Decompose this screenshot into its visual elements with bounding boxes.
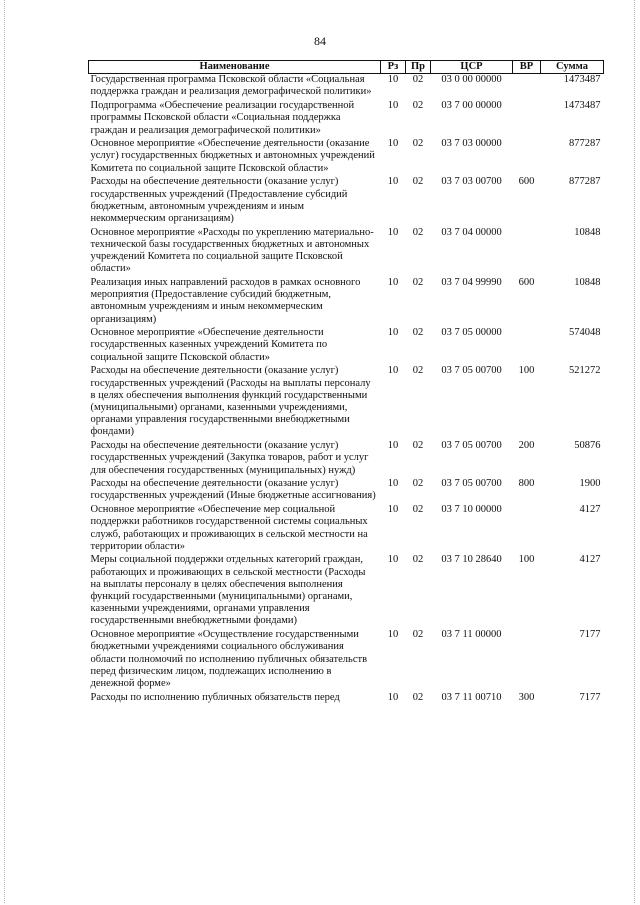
cell-sum: 1473487	[563, 74, 601, 86]
cell-csr: 03 7 03 00000	[441, 138, 502, 150]
table-row	[89, 692, 604, 706]
cell-pr: 02	[412, 327, 424, 339]
cell-vr: 800	[518, 478, 535, 490]
cell-vr	[513, 504, 541, 554]
header-sum: Сумма	[541, 61, 604, 74]
cell-sum: 10848	[574, 226, 601, 238]
cell-sum: 1900	[579, 478, 601, 490]
cell-sum: 877287	[569, 138, 601, 150]
cell-vr	[513, 227, 541, 277]
cell-name: Меры социальной поддержки отдельных категорий граждан, работающих и проживающих в сельской местности (Расходы на выплаты персоналу в целях обеспечения выполнения функций государственными (муниципальными) органами, казенными учреждениями, органами управления государственными внебюджетными фондами)	[90, 554, 366, 627]
table-row	[89, 74, 604, 100]
cell-name: Реализация иных направлений расходов в рамках основного мероприятия (Предоставление субсидий бюджетным, автономным учреждениям и иным некоммерческим организациям)	[90, 276, 361, 325]
cell-rz: 10	[387, 138, 399, 150]
cell-csr: 03 7 05 00700	[441, 440, 502, 452]
table-row	[89, 227, 604, 277]
cell-vr	[513, 100, 541, 138]
cell-rz: 10	[387, 629, 399, 641]
cell-name: Расходы на обеспечение деятельности (оказание услуг) государственных учреждений (Расходы на выплаты персоналу в целях обеспечения выполнения функций государственными (муниципальными) органами, казенными учреждениями, органами управления государственными внебюджетными фондами)	[90, 365, 371, 438]
cell-rz: 10	[387, 504, 399, 516]
cell-vr: 600	[518, 276, 535, 288]
cell-rz: 10	[387, 176, 399, 188]
cell-csr: 03 7 03 00700	[441, 176, 502, 188]
cell-csr: 03 7 05 00700	[441, 365, 502, 377]
cell-pr: 02	[412, 100, 424, 112]
cell-pr: 02	[412, 138, 424, 150]
cell-name: Расходы на обеспечение деятельности (оказание услуг) государственных учреждений (Предоставление субсидий бюджетным, автономным учреждениям и иным некоммерческим организациям)	[90, 176, 348, 224]
cell-sum: 877287	[569, 176, 601, 188]
cell-csr: 03 7 00 00000	[441, 100, 502, 112]
table-row	[89, 277, 604, 327]
table-row	[89, 440, 604, 478]
cell-sum: 4127	[579, 504, 601, 516]
cell-pr: 02	[412, 276, 424, 288]
header-vr: ВР	[513, 61, 541, 74]
cell-name: Расходы на обеспечение деятельности (оказание услуг) государственных учреждений (Иные бюджетные ассигнования)	[90, 478, 376, 502]
cell-rz: 10	[387, 327, 399, 339]
cell-rz: 10	[387, 554, 399, 566]
cell-vr: 300	[518, 691, 535, 703]
cell-name: Расходы по исполнению публичных обязательств перед	[90, 691, 340, 703]
table-row	[89, 327, 604, 365]
cell-name: Расходы на обеспечение деятельности (оказание услуг) государственных учреждений (Закупка товаров, работ и услуг для обеспечения государственных (муниципальных) нужд)	[90, 440, 369, 476]
cell-name: Государственная программа Псковской области «Социальная поддержка граждан и реализация демографической политики»	[90, 74, 372, 98]
cell-pr: 02	[412, 478, 424, 490]
cell-vr	[513, 74, 541, 100]
table-row	[89, 554, 604, 629]
table-row	[89, 176, 604, 226]
header-rz: Рз	[381, 61, 406, 74]
cell-sum: 4127	[579, 554, 601, 566]
cell-pr: 02	[412, 74, 424, 86]
cell-name: Основное мероприятие «Обеспечение деятельности государственных казенных учреждений Комитета по социальной защите Псковской области»	[90, 327, 328, 363]
table-row	[89, 478, 604, 504]
cell-rz: 10	[387, 691, 399, 703]
cell-pr: 02	[412, 440, 424, 452]
table-row	[89, 138, 604, 176]
cell-sum: 50876	[574, 440, 601, 452]
cell-pr: 02	[412, 176, 424, 188]
cell-sum: 521272	[569, 365, 601, 377]
cell-vr: 600	[518, 176, 535, 188]
cell-vr	[513, 629, 541, 692]
cell-vr	[513, 138, 541, 176]
cell-sum: 7177	[579, 629, 601, 641]
cell-vr: 100	[518, 554, 535, 566]
cell-pr: 02	[412, 629, 424, 641]
cell-pr: 02	[412, 504, 424, 516]
cell-rz: 10	[387, 100, 399, 112]
table-row	[89, 100, 604, 138]
cell-vr: 200	[518, 440, 535, 452]
cell-sum: 574048	[569, 327, 601, 339]
cell-pr: 02	[412, 554, 424, 566]
cell-pr: 02	[412, 691, 424, 703]
cell-rz: 10	[387, 478, 399, 490]
cell-csr: 03 7 04 00000	[441, 226, 502, 238]
cell-vr	[513, 327, 541, 365]
cell-sum: 10848	[574, 276, 601, 288]
cell-rz: 10	[387, 74, 399, 86]
cell-vr: 100	[518, 365, 535, 377]
page-number: 84	[314, 34, 326, 48]
table-row	[89, 365, 604, 440]
cell-csr: 03 7 11 00000	[441, 629, 502, 641]
cell-sum: 1473487	[563, 100, 601, 112]
cell-rz: 10	[387, 276, 399, 288]
header-name: Наименование	[89, 61, 381, 74]
cell-name: Основное мероприятие «Обеспечение деятельности (оказание услуг) государственных бюджетных и автономных учреждений Комитета по социальной защите Псковской области»	[90, 138, 375, 174]
cell-name: Основное мероприятие «Обеспечение мер социальной поддержки работников государственной системы социальных служб, работающих и проживающих в сельской местности на территории области»	[90, 504, 368, 552]
cell-name: Основное мероприятие «Осуществление государственными бюджетными учреждениями социального обслуживания области полномочий по исполнению публичных обязательств перед физическим лицом, подлежащих исполнению в денежной форме»	[90, 629, 368, 689]
cell-csr: 03 7 05 00000	[441, 327, 502, 339]
table-row	[89, 629, 604, 692]
cell-csr: 03 7 10 28640	[441, 554, 502, 566]
cell-csr: 03 7 04 99990	[441, 276, 502, 288]
header-csr: ЦСР	[431, 61, 513, 74]
cell-rz: 10	[387, 440, 399, 452]
cell-csr: 03 7 11 00710	[441, 691, 502, 703]
cell-rz: 10	[387, 365, 399, 377]
table-header-row	[89, 61, 604, 74]
table-row	[89, 504, 604, 554]
cell-rz: 10	[387, 226, 399, 238]
header-pr: Пр	[406, 61, 431, 74]
cell-name: Основное мероприятие «Расходы по укреплению материально-технической базы государственных бюджетных и автономных учреждений Комитета по социальной защите Псковской области»	[90, 226, 374, 275]
cell-pr: 02	[412, 226, 424, 238]
cell-csr: 03 0 00 00000	[441, 74, 502, 86]
cell-name: Подпрограмма «Обеспечение реализации государственной программы Псковской области «Социальная поддержка граждан и реализация демографической политики»	[90, 100, 355, 136]
cell-sum: 7177	[579, 691, 601, 703]
cell-pr: 02	[412, 365, 424, 377]
cell-csr: 03 7 10 00000	[441, 504, 502, 516]
budget-table	[88, 60, 604, 705]
cell-csr: 03 7 05 00700	[441, 478, 502, 490]
